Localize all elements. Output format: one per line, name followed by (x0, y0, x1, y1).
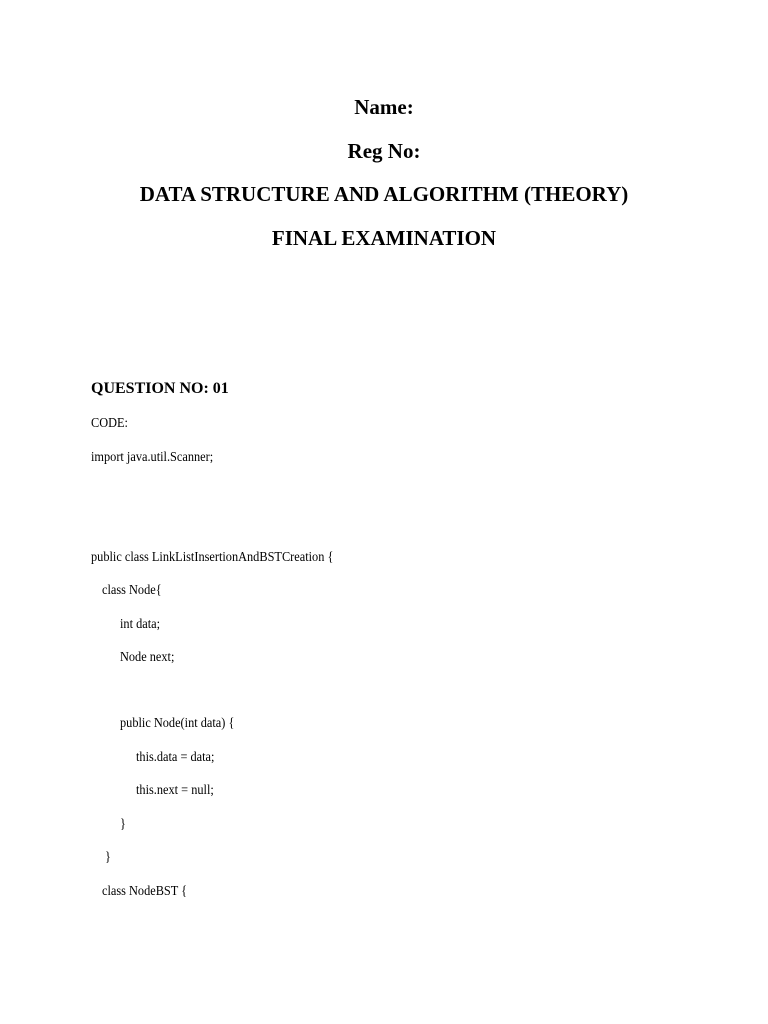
code-line: int data; (120, 617, 161, 632)
code-line: class NodeBST { (102, 884, 188, 899)
code-line: this.next = null; (136, 783, 214, 798)
exam-title: FINAL EXAMINATION (271, 226, 497, 250)
code-line: import java.util.Scanner; (91, 450, 214, 465)
code-line: } (120, 817, 126, 832)
code-label: CODE: (91, 416, 128, 431)
code-line: } (105, 850, 111, 865)
name-label: Name: (354, 95, 414, 119)
code-line: class Node{ (102, 583, 162, 598)
code-line: Node next; (120, 650, 175, 665)
question-title: QUESTION NO: 01 (91, 380, 229, 397)
course-title: DATA STRUCTURE AND ALGORITHM (THEORY) (139, 182, 629, 206)
code-line: this.data = data; (136, 750, 215, 765)
code-line: public Node(int data) { (120, 716, 235, 731)
code-line: public class LinkListInsertionAndBSTCreation { (91, 550, 334, 565)
reg-no-label: Reg No: (347, 139, 421, 163)
